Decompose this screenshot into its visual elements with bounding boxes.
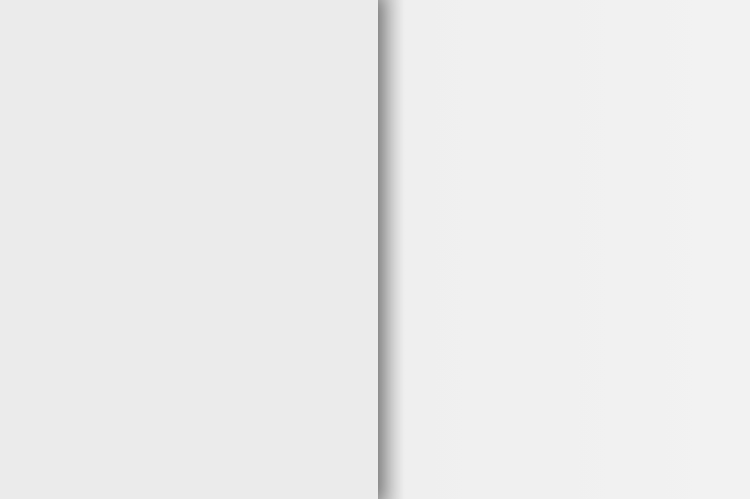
right-page xyxy=(378,0,750,499)
